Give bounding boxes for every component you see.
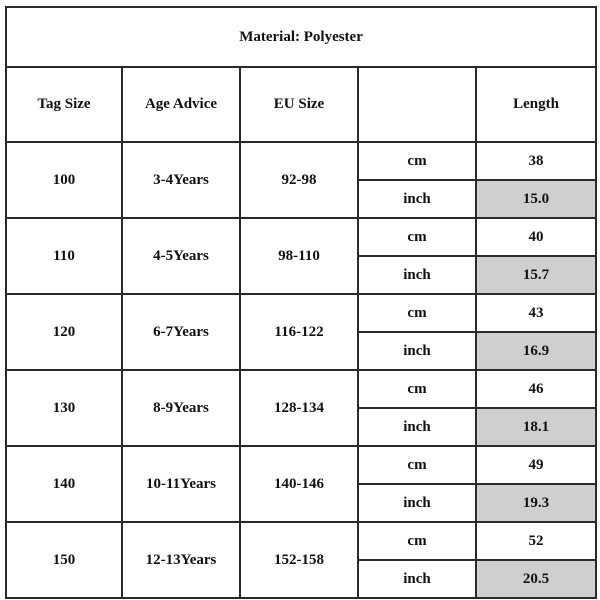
unit-inch-label: inch — [358, 408, 476, 446]
length-inch-value: 18.1 — [476, 408, 596, 446]
age-advice-cell: 6-7Years — [122, 294, 240, 370]
length-inch-value: 15.7 — [476, 256, 596, 294]
unit-cm-label: cm — [358, 522, 476, 560]
header-unit — [358, 67, 476, 142]
header-age-advice: Age Advice — [122, 67, 240, 142]
tag-size-cell: 150 — [6, 522, 122, 598]
tag-size-cell: 100 — [6, 142, 122, 218]
unit-cm-label: cm — [358, 446, 476, 484]
table-row — [6, 522, 596, 560]
tag-size-cell: 110 — [6, 218, 122, 294]
age-advice-cell: 3-4Years — [122, 142, 240, 218]
unit-inch-label: inch — [358, 332, 476, 370]
length-inch-value: 20.5 — [476, 560, 596, 598]
length-cm-value: 46 — [476, 370, 596, 408]
tag-size-cell: 130 — [6, 370, 122, 446]
length-inch-value: 15.0 — [476, 180, 596, 218]
tag-size-cell: 140 — [6, 446, 122, 522]
header-row — [6, 67, 596, 142]
length-cm-value: 40 — [476, 218, 596, 256]
unit-inch-label: inch — [358, 180, 476, 218]
unit-cm-label: cm — [358, 294, 476, 332]
length-cm-value: 38 — [476, 142, 596, 180]
table-row — [6, 218, 596, 256]
length-inch-value: 19.3 — [476, 484, 596, 522]
eu-size-cell: 128-134 — [240, 370, 358, 446]
table-row — [6, 446, 596, 484]
size-chart-table — [5, 6, 597, 599]
size-chart-body — [6, 7, 596, 598]
unit-inch-label: inch — [358, 560, 476, 598]
unit-inch-label: inch — [358, 256, 476, 294]
age-advice-cell: 8-9Years — [122, 370, 240, 446]
eu-size-cell: 152-158 — [240, 522, 358, 598]
age-advice-cell: 4-5Years — [122, 218, 240, 294]
length-cm-value: 49 — [476, 446, 596, 484]
unit-cm-label: cm — [358, 218, 476, 256]
eu-size-cell: 140-146 — [240, 446, 358, 522]
table-row — [6, 294, 596, 332]
length-cm-value: 52 — [476, 522, 596, 560]
unit-inch-label: inch — [358, 484, 476, 522]
header-eu-size: EU Size — [240, 67, 358, 142]
unit-cm-label: cm — [358, 142, 476, 180]
header-tag-size: Tag Size — [6, 67, 122, 142]
eu-size-cell: 92-98 — [240, 142, 358, 218]
unit-cm-label: cm — [358, 370, 476, 408]
tag-size-cell: 120 — [6, 294, 122, 370]
age-advice-cell: 12-13Years — [122, 522, 240, 598]
table-row — [6, 142, 596, 180]
table-row — [6, 370, 596, 408]
age-advice-cell: 10-11Years — [122, 446, 240, 522]
eu-size-cell: 98-110 — [240, 218, 358, 294]
title-row — [6, 7, 596, 67]
header-length: Length — [476, 67, 596, 142]
eu-size-cell: 116-122 — [240, 294, 358, 370]
length-cm-value: 43 — [476, 294, 596, 332]
chart-title: Material: Polyester — [6, 7, 596, 67]
length-inch-value: 16.9 — [476, 332, 596, 370]
